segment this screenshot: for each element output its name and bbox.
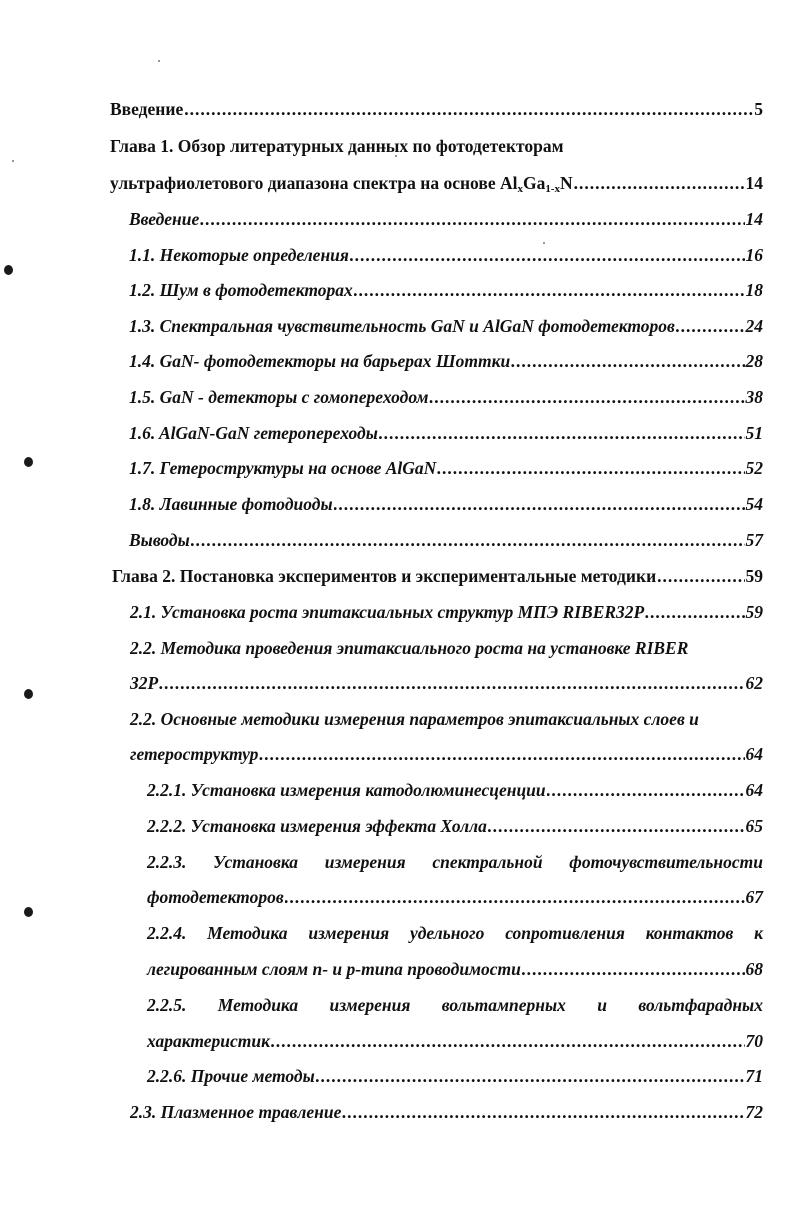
toc-entry-page: 59: [745, 566, 763, 586]
toc-entry-line1[interactable]: [130, 637, 763, 659]
toc-entry-title: 1.1. Некоторые определения: [129, 245, 349, 265]
scan-speck: [158, 60, 160, 62]
toc-entry[interactable]: [130, 601, 763, 623]
toc-entry[interactable]: [147, 779, 763, 801]
toc-word: контактов: [645, 923, 734, 943]
toc-word: 2.2.5.: [147, 995, 187, 1015]
punch-hole-3: [24, 689, 33, 699]
toc-leader: [429, 386, 744, 408]
toc-entry[interactable]: [129, 350, 763, 372]
toc-entry-title: ультрафиолетового диапазона спектра на основе $Al_xGa_{1-x}N$: [110, 173, 573, 195]
punch-hole-1: [4, 265, 13, 275]
toc-entry[interactable]: [129, 493, 763, 515]
toc-entry-page: 64: [745, 780, 763, 800]
toc-entry-line1[interactable]: [130, 708, 763, 730]
punch-hole-4: [24, 907, 33, 917]
toc-entry-title: 1.6. AlGaN-GaN гетеропереходы: [129, 423, 378, 443]
toc-entry[interactable]: [147, 958, 763, 980]
toc-word: спектральной: [432, 852, 543, 872]
toc-entry[interactable]: [110, 172, 763, 200]
toc-word: измерения: [308, 923, 390, 943]
toc-entry-title: характеристик: [147, 1031, 271, 1051]
toc-word: 2.2.3.: [147, 852, 187, 872]
toc-entry[interactable]: [129, 208, 763, 230]
toc-entry-title: Введение: [110, 99, 184, 119]
toc-entry-title: гетероструктур: [130, 744, 259, 764]
toc-word: удельного: [410, 923, 485, 943]
toc-entry-title: 1.8. Лавинные фотодиоды: [129, 494, 333, 514]
toc-leader: [259, 743, 744, 765]
toc-entry-page: 14: [745, 173, 763, 193]
toc-leader: [547, 779, 745, 801]
toc-entry-title: 2.2.6. Прочие методы: [147, 1066, 315, 1086]
toc-entry[interactable]: [110, 98, 763, 120]
toc-leader: [350, 244, 745, 266]
toc-entry[interactable]: [147, 1030, 763, 1052]
toc-entry[interactable]: [130, 1101, 763, 1123]
toc-leader: [342, 1101, 744, 1123]
toc-entry-page: 59: [745, 602, 763, 622]
toc-entry-title: 1.5. GaN - детекторы с гомопереходом: [129, 387, 429, 407]
toc-entry[interactable]: [112, 565, 763, 587]
toc-entry[interactable]: [129, 386, 763, 408]
toc-entry[interactable]: [130, 743, 763, 765]
toc-entry-page: 72: [745, 1102, 763, 1122]
toc-entry-title: 32P: [130, 673, 159, 693]
toc-entry-page: 65: [745, 816, 763, 836]
toc-entry[interactable]: [129, 279, 763, 301]
toc-leader: [334, 493, 745, 515]
toc-entry[interactable]: [147, 815, 763, 837]
toc-entry-title: Глава 1. Обзор литературных данных по фотодетекторам: [110, 136, 564, 156]
toc-leader: [354, 279, 745, 301]
toc-leader: [511, 350, 744, 372]
toc-entry-page: 54: [745, 494, 763, 514]
toc-entry-page: 28: [745, 351, 763, 371]
scan-speck: [12, 160, 14, 162]
toc-entry[interactable]: [129, 315, 763, 337]
toc-leader: [437, 457, 744, 479]
toc-word: к: [754, 923, 763, 943]
toc-word: измерения: [324, 852, 406, 872]
toc-entry-title: Глава 2. Постановка экспериментов и экспериментальные методики: [112, 566, 657, 586]
toc-entry[interactable]: [129, 422, 763, 444]
toc-entry-title: 2.2.1. Установка измерения катодолюминесценции: [147, 780, 546, 800]
toc-leader: [676, 315, 745, 337]
toc-entry-page: 51: [745, 423, 763, 443]
toc-word: и: [597, 995, 607, 1015]
toc-leader: [316, 1065, 745, 1087]
toc-entry-line1[interactable]: [147, 851, 763, 873]
toc-entry-page: 67: [745, 887, 763, 907]
toc-entry-title: легированным слоям n- и p-типа проводимости: [147, 959, 521, 979]
toc-leader: [191, 529, 745, 551]
toc-entry[interactable]: [129, 244, 763, 266]
toc-word: Методика: [217, 995, 299, 1015]
toc-word: Методика: [207, 923, 288, 943]
toc-entry-line1[interactable]: [147, 922, 763, 944]
toc-entry-title: Выводы: [129, 530, 190, 550]
toc-word: Установка: [213, 852, 299, 872]
toc-entry-page: 52: [745, 458, 763, 478]
toc-entry-page: 64: [745, 744, 763, 764]
toc-entry-page: 68: [745, 959, 763, 979]
toc-entry-title: 2.1. Установка роста эпитаксиальных структур МПЭ RIBER32P: [130, 602, 645, 622]
toc-leader: [574, 172, 745, 194]
toc-entry[interactable]: [147, 886, 763, 908]
toc-word: вольтамперных: [441, 995, 566, 1015]
toc-entry-line1[interactable]: [147, 994, 763, 1016]
toc-chapter-title[interactable]: [110, 135, 763, 157]
toc-entry-page: 62: [745, 673, 763, 693]
toc-entry-page: 24: [745, 316, 763, 336]
toc-leader: [379, 422, 745, 444]
toc-entry-page: 16: [745, 245, 763, 265]
toc-leader: [200, 208, 744, 230]
toc-entry-page: 38: [745, 387, 763, 407]
toc-entry-page: 57: [745, 530, 763, 550]
toc-leader: [184, 98, 753, 120]
punch-hole-2: [24, 457, 33, 467]
toc-entry[interactable]: [130, 672, 763, 694]
toc-entry-title: 1.3. Спектральная чувствительность GaN и AlGaN фотодетекторов: [129, 316, 675, 336]
toc-word: фоточувствительности: [569, 852, 763, 872]
toc-entry-title: 2.3. Плазменное травление: [130, 1102, 342, 1122]
toc-leader: [645, 601, 744, 623]
toc-entry[interactable]: [129, 529, 763, 551]
toc-entry-title: 2.2.2. Установка измерения эффекта Холла: [147, 816, 487, 836]
toc-leader: [285, 886, 745, 908]
toc-entry-title: 1.4. GaN- фотодетекторы на барьерах Шоттки: [129, 351, 511, 371]
toc-entry-page: 5: [754, 99, 763, 119]
toc-leader: [488, 815, 745, 837]
toc-entry-title: фотодетекторов: [147, 887, 284, 907]
toc-leader: [159, 672, 744, 694]
toc-entry[interactable]: [129, 457, 763, 479]
toc-entry-page: 71: [745, 1066, 763, 1086]
toc-entry-title: 2.2. Основные методики измерения параметров эпитаксиальных слоев и: [130, 709, 699, 729]
toc-entry-title: 1.7. Гетероструктуры на основе AlGaN: [129, 458, 437, 478]
toc-word: сопротивления: [505, 923, 625, 943]
toc-word: 2.2.4.: [147, 923, 187, 943]
toc-entry-page: 18: [745, 280, 763, 300]
toc-entry-title: Введение: [129, 209, 200, 229]
toc-entry[interactable]: [147, 1065, 763, 1087]
toc-word: вольтфарадных: [638, 995, 763, 1015]
toc-entry-page: 70: [745, 1031, 763, 1051]
toc-entry-title: 1.2. Шум в фотодетекторах: [129, 280, 353, 300]
toc-leader: [271, 1030, 744, 1052]
toc-word: измерения: [329, 995, 411, 1015]
toc-leader: [522, 958, 745, 980]
toc-entry-title: 2.2. Методика проведения эпитаксиального роста на установке RIBER: [130, 638, 689, 658]
toc-leader: [657, 565, 744, 587]
toc-entry-page: 14: [745, 209, 763, 229]
